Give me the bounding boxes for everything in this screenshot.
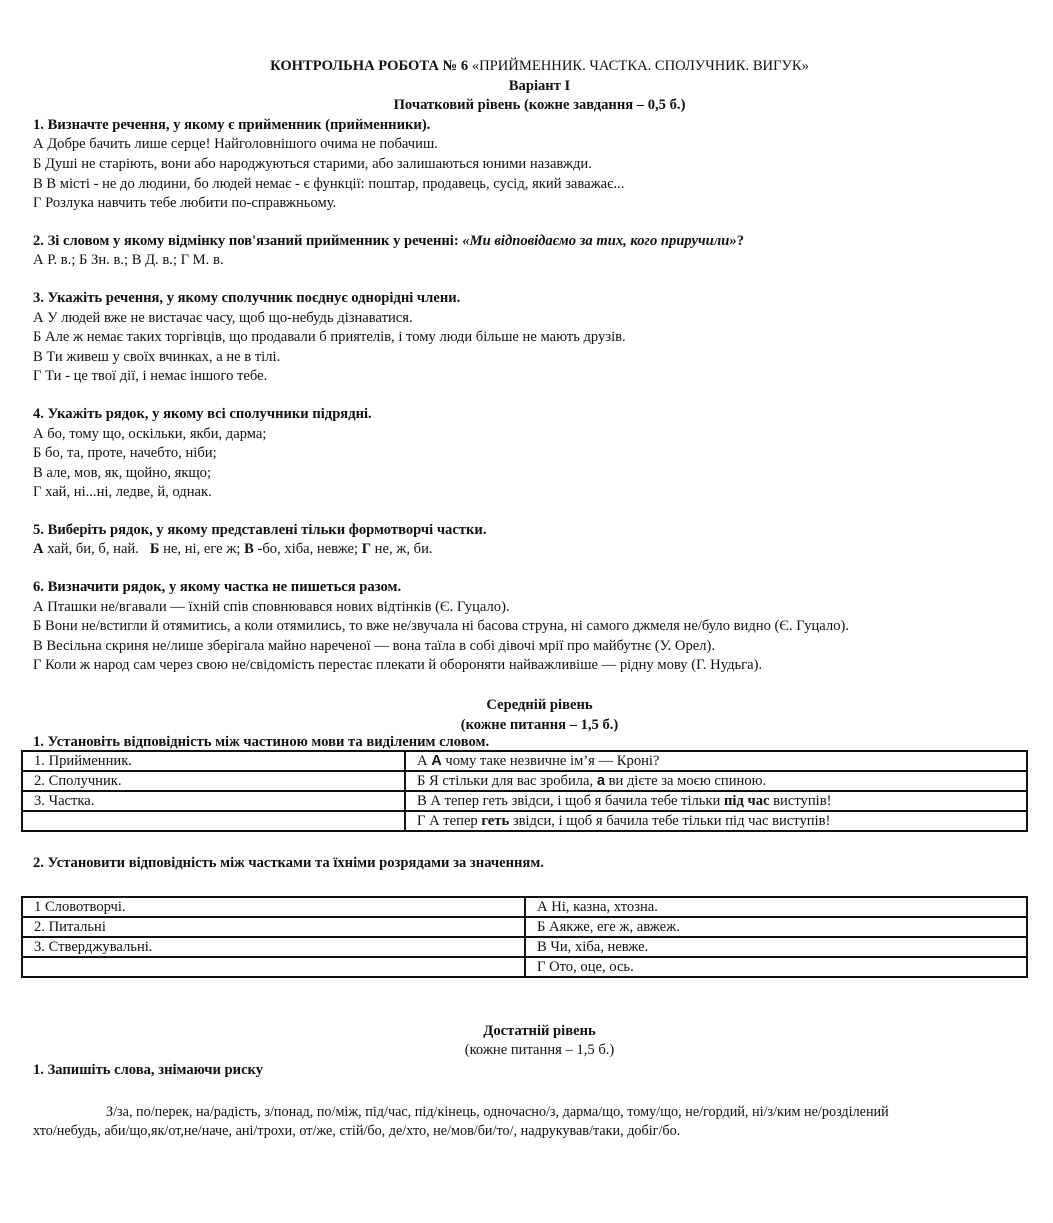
level-points-sufficient: (кожне питання – 1,5 б.)	[464, 1042, 615, 1059]
option-b: Б Але ж немає таких торгівців, що продавали б приятелів, і тому люди більше не мають друзів.	[33, 329, 626, 346]
question-5: 5. Виберіть рядок, у якому представлені тільки формотворчі частки.	[33, 521, 487, 538]
table-cell: А А чому таке незвичне ім’я — Кроні?	[405, 751, 1027, 771]
table-row	[22, 937, 1027, 957]
question-2: 2. Зі словом у якому відмінку пов'язаний прийменник у реченні: «Ми відповідаємо за тих, кого приручили»?	[33, 232, 744, 249]
option-g: Г Коли ж народ сам через свою не/свідомість перестає плекати й обороняти найважливіше — рідну мову (Г. Нудьга).	[33, 657, 763, 674]
answer-options: А хай, би, б, най. Б не, ні, еге ж; В -бо, хіба, невже; Г не, ж, би.	[33, 541, 433, 558]
middle-question-2: 2. Установити відповідність між частками та їхніми розрядами за значенням.	[33, 855, 544, 872]
option-v: В але, мов, як, щойно, якщо;	[33, 464, 212, 481]
table-cell: Б Я стільки для вас зробила, а ви дієте за моєю спиною.	[405, 771, 1027, 791]
option-a: А Пташки не/вгавали — їхній спів сповнювався нових відтінків (Є. Гуцало).	[33, 598, 510, 615]
option-v: В Весільна скриня не/лише зберігала майно нареченої — вона таїла в собі дівочі мрії про майбутнє (У. Орел).	[33, 637, 716, 654]
document-page	[33, 57, 1033, 1142]
option-a: А У людей вже не вистачає часу, щоб що-небудь дізнаватися.	[33, 309, 413, 326]
option-g: Г Ти - це твої дії, і немає іншого тебе.	[33, 368, 268, 385]
table-row	[22, 791, 1027, 811]
table-cell: 2. Сполучник.	[22, 771, 405, 791]
option-g: Г хай, ні...ні, ледве, й, однак.	[33, 484, 212, 501]
table-cell: Г Ото, оце, ось.	[525, 957, 1027, 977]
table-cell	[22, 957, 525, 977]
level-points-middle: (кожне питання – 1,5 б.)	[460, 716, 619, 733]
option-a: А Добре бачить лише серце! Найголовнішого очима не побачиш.	[33, 136, 438, 153]
option-b: Б бо, та, проте, начебто, ніби;	[33, 445, 217, 462]
matching-table-2	[21, 896, 1028, 978]
table-row	[22, 771, 1027, 791]
option-v: В В місті - не до людини, бо людей немає - є функції: поштар, продавець, сусід, який заважає...	[33, 175, 625, 192]
table-cell: 3. Стверджувальні.	[22, 937, 525, 957]
question-4: 4. Укажіть рядок, у якому всі сполучники підрядні.	[33, 405, 372, 422]
option-g: Г Розлука навчить тебе любити по-справжньому.	[33, 195, 337, 212]
middle-question-1: 1. Установіть відповідність між частиною мови та виділеним словом.	[33, 734, 490, 751]
table-cell	[22, 811, 405, 831]
table-cell: 1. Прийменник.	[22, 751, 405, 771]
word-list-line: З/за, по/перек, на/радість, з/понад, по/між, під/час, під/кінець, одночасно/з, дарма/що, тому/що, не/гордий, ні/з/ким не/розділений	[106, 1103, 889, 1120]
table-cell: Б Аякже, еге ж, авжеж.	[525, 917, 1027, 937]
table-cell: Г А тепер геть звідси, і щоб я бачила тебе тільки під час виступів!	[405, 811, 1027, 831]
level-heading-middle: Середній рівень	[486, 697, 593, 714]
question-3: 3. Укажіть речення, у якому сполучник поєднує однорідні члени.	[33, 289, 461, 306]
table-cell: 3. Частка.	[22, 791, 405, 811]
option-a: А бо, тому що, оскільки, якби, дарма;	[33, 425, 267, 442]
table-cell: В А тепер геть звідси, і щоб я бачила тебе тільки під час виступів!	[405, 791, 1027, 811]
level-heading-sufficient: Достатній рівень	[483, 1022, 596, 1039]
question-1: 1. Визначте речення, у якому є прийменник (прийменники).	[33, 116, 431, 133]
table-cell: В Чи, хіба, невже.	[525, 937, 1027, 957]
option-b: Б Душі не старіють, вони або народжуються старими, або залишаються юними назавжди.	[33, 155, 592, 172]
document-title: КОНТРОЛЬНА РОБОТА № 6 «ПРИЙМЕННИК. ЧАСТКА. СПОЛУЧНИК. ВИГУК»	[270, 58, 809, 74]
table-row	[22, 917, 1027, 937]
table-row	[22, 811, 1027, 831]
answer-options: А Р. в.; Б Зн. в.; В Д. в.; Г М. в.	[33, 252, 224, 269]
table-cell: 1 Словотворчі.	[22, 897, 525, 917]
word-list-line: хто/небудь, аби/що,як/от,не/наче, ані/трохи, от/же, стій/бо, де/хто, не/мов/би/то/, надрукував/таки, добіг/бо.	[33, 1123, 681, 1140]
variant-label: Варіант І	[508, 77, 571, 94]
option-v: В Ти живеш у своїх вчинках, а не в тілі.	[33, 348, 281, 365]
sufficient-question-1: 1. Запишіть слова, знімаючи риску	[33, 1062, 264, 1078]
table-row	[22, 957, 1027, 977]
table-cell: А Ні, казна, хтозна.	[525, 897, 1027, 917]
option-b: Б Вони не/встигли й отямитись, а коли отямились, то вже не/звучала ні басова струна, ні самого джмеля не/було видно (Є. Гуцало).	[33, 618, 849, 635]
question-6: 6. Визначити рядок, у якому частка не пишеться разом.	[33, 579, 402, 596]
matching-table-1	[21, 750, 1028, 832]
table-row	[22, 751, 1027, 771]
table-cell: 2. Питальні	[22, 917, 525, 937]
table-row	[22, 897, 1027, 917]
level-heading-initial: Початковий рівень (кожне завдання – 0,5 б.)	[393, 97, 686, 114]
